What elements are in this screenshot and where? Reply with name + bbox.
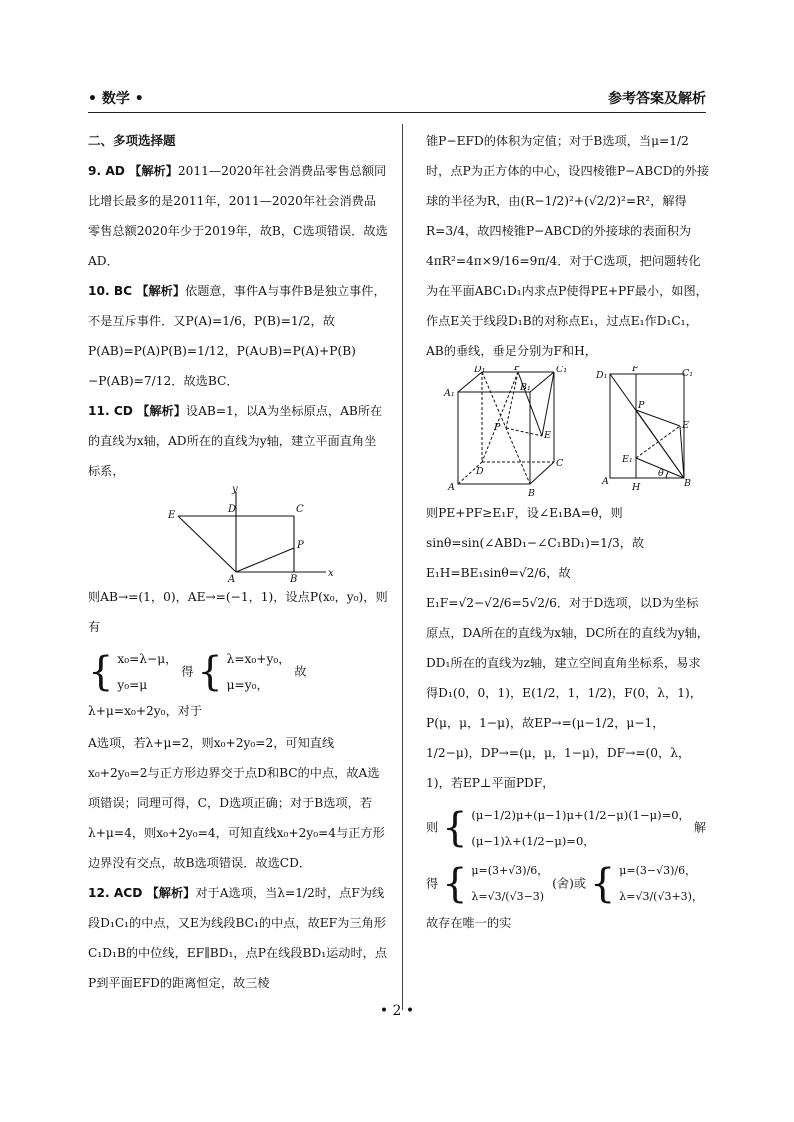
perp-eq1: (μ−1/2)μ+(μ−1)μ+(1/2−μ)(1−μ)=0， <box>471 808 691 822</box>
c2-label-p: P <box>638 400 645 411</box>
page-header <box>88 86 706 113</box>
c1-label-c1: C₁ <box>556 366 568 375</box>
q10-tag: 10. BC 【解析】 <box>88 284 186 298</box>
c1-label-d: D <box>476 466 484 477</box>
solution-systems <box>426 858 710 936</box>
rejected-label: (舍)或 <box>552 876 587 891</box>
c1-label-b: B <box>528 488 535 498</box>
sys1-line2: y₀=μ <box>117 678 148 692</box>
q9-answer <box>88 156 388 276</box>
get-label: 得 <box>426 876 439 891</box>
c2-label-f: F <box>632 366 639 374</box>
q10-answer <box>88 276 388 396</box>
q12-continued: 锥P−EFD的体积为定值；对于B选项，当μ=1/2时，点P为正方体的中心，设四棱锥P−ABCD的外接球的半径为R，由(R−1/2)²+(√2/2)²=R²，解得R=3/4，故四棱锥P−ABCD的外接球的表面积为4πR²=4π×9/16=9π/4．对于C选项，把问题转化为在平面ABC₁D₁内求点P使得PE+PF最小，如图，作点E关于线段D₁B的对称点E₁，过点E₁作D₁C₁，AB的垂线，垂足分别为F和H， <box>426 134 710 358</box>
label-d: D <box>228 504 237 515</box>
brace-5: { <box>589 861 616 907</box>
page-number: • 2 • <box>379 1003 415 1019</box>
c2-label-h: H <box>632 482 641 493</box>
c1-label-p: P <box>494 422 501 433</box>
c1-label-f: F <box>514 366 521 373</box>
header-subject: • 数学 • <box>88 91 144 107</box>
conclusion-label: 故存在唯一的实 <box>426 916 512 930</box>
q11-text-a: 设AB=1，以A为坐标原点，AB所在的直线为x轴，AD所在的直线为y轴，建立平面直角坐标系， <box>88 404 383 478</box>
right-column <box>426 126 710 940</box>
q11-systems <box>88 646 388 724</box>
label-p: P <box>297 540 304 551</box>
perp-eq2: (μ−1)λ+(1/2−μ)=0， <box>471 834 595 848</box>
c2-label-c1: C₁ <box>682 368 694 379</box>
sol2-mu: μ=(3−√3)/6， <box>619 864 697 877</box>
q11-discussion: A选项，若λ+μ=2，则x₀+2y₀=2，可知直线x₀+2y₀=2与正方形边界交于点D和BC的中点，故A选项错误；同理可得，C，D选项正确；对于B选项，若λ+μ=4，则x₀+2y₀=4，可知直线x₀+2y₀=4与正方形边界没有交点，故B选项错误．故选CD． <box>88 736 385 870</box>
c2-label-e1: E₁ <box>622 454 633 465</box>
cube-front-face <box>458 392 530 484</box>
c2-label-b: B <box>684 478 691 489</box>
q12-tag: 12. ACD 【解析】 <box>88 886 196 900</box>
cube-figure <box>458 372 554 484</box>
cube-figures <box>426 366 710 498</box>
c2-label-d1: D₁ <box>596 370 608 381</box>
column-divider <box>402 124 403 1010</box>
left-column <box>88 126 388 998</box>
cube-diagrams <box>426 366 710 498</box>
then-label: 则 <box>426 820 439 835</box>
c1-label-d1: D₁ <box>474 366 486 375</box>
q10-text-b: =P(A)P(B)=1/12，P(A∪B)=P(A)+P(B)− <box>88 344 356 388</box>
sys-conclusion: 故λ+μ=x₀+2y₀，对于 <box>88 664 307 718</box>
sys2-line2: μ=y₀， <box>226 678 269 692</box>
sys2-line1: λ=x₀+y₀， <box>226 652 291 666</box>
brace-1: { <box>88 649 114 695</box>
coordinate-figure <box>88 486 388 582</box>
label-b: B <box>290 574 298 582</box>
label-c: C <box>296 504 304 515</box>
q10-text-a: 依题意，事件A与事件B是独立事件，不是互斥事件．又P(A)=1/6，P(B)=1/2，故P(AB) <box>88 284 386 358</box>
c1-label-b1: B₁ <box>520 382 531 393</box>
part-d-text: 则PE+PF≥E₁F，设∠E₁BA=θ，则sinθ=sin(∠ABD₁−∠C₁BD₁)=1/3，故E₁H=BE₁sinθ=√2/6，故E₁F=√2−√2/6=5√2/6．对于D选项，以D为坐标原点，DA所在的直线为x轴，DC所在的直线为y轴，DD₁所在的直线为z轴，建立空间直角坐标系，易求得D₁(0，0，1)，E(1/2，1，1/2)，F(0，λ，1)，P(μ，μ，1−μ)，故EP→=(μ−1/2，μ−1，1/2−μ)，DP→=(μ，μ，1−μ)，DF→=(0，λ，1)，若EP⊥平面PDF， <box>426 506 709 790</box>
label-x: x <box>328 568 334 579</box>
label-a: A <box>228 574 236 582</box>
c1-label-c: C <box>556 458 564 469</box>
label-e: E <box>168 510 176 521</box>
sol2-lambda: λ=√3/(√3+3)， <box>619 890 703 903</box>
sol1-mu: μ=(3+√3)/6， <box>471 864 549 877</box>
section-title: 二、多项选择题 <box>88 133 176 148</box>
brace-3: { <box>442 805 468 851</box>
q11-vectors: 则AB→=(1，0)，AE→=(−1，1)，设点P(x₀，y₀)，则有 <box>88 590 388 634</box>
vector-ap <box>236 548 294 572</box>
q9-tag: 9. AD 【解析】 <box>88 164 178 178</box>
c1-label-e: E <box>544 430 551 441</box>
solve-label: 解 <box>693 820 707 835</box>
q11-tag: 11. CD 【解析】 <box>88 404 186 418</box>
label-y: y <box>232 486 238 495</box>
c2-label-a: A <box>602 476 609 487</box>
sys1-line1: x₀=λ−μ， <box>117 652 178 666</box>
c2-label-e: E <box>682 420 689 431</box>
c1-label-a1: A₁ <box>444 388 455 399</box>
q12-text: 对于A选项，当λ=1/2时，点F为线段D₁C₁的中点，又E为线段BC₁的中点，故EF为三角形C₁D₁B的中位线，EF∥BD₁，点P在线段BD₁运动时，点P到平面EFD的距离恒定，故三棱 <box>88 886 388 990</box>
sol1-lambda: λ=√3/(√3−3) <box>471 890 545 903</box>
q9-text: 2011—2020年社会消费品零售总额同比增长最多的是2011年，2011—2020年社会消费品零售总额2020年少于2019年，故B，C选项错误．故选AD． <box>88 164 388 268</box>
c2-label-theta: θ <box>658 468 664 479</box>
perpendicular-system <box>426 802 710 854</box>
header-title: 参考答案及解析 <box>608 91 706 107</box>
brace-2: { <box>197 649 223 695</box>
q12-answer <box>88 878 388 998</box>
brace-4: { <box>442 861 468 907</box>
q11-answer <box>88 396 388 486</box>
q10-text-c: P(AB)=7/12．故选BC． <box>98 374 239 388</box>
sys-get: 得 <box>181 664 194 679</box>
c1-label-a: A <box>448 482 455 493</box>
vector-ae <box>178 516 236 572</box>
